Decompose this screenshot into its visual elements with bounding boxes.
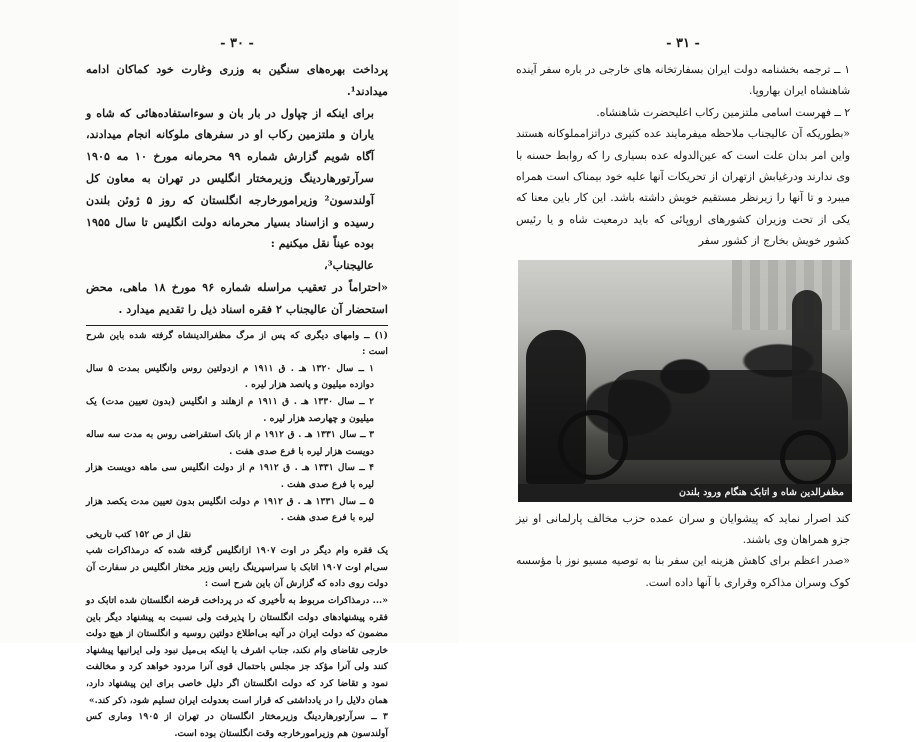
photo-figure-person <box>526 330 586 484</box>
photo-figure <box>516 260 852 502</box>
footnote: ۳ ــ سال ۱۳۳۱ هـ . ق ۱۹۱۲ م از بانک استقراضی روس به مدت سه ساله دویست هزار لیره با فرع صدی هفت . <box>86 429 374 457</box>
photo-wheel <box>780 430 836 484</box>
footnote: ۲ ــ سال ۱۳۳۰ هـ . ق ۱۹۱۱ م ازهلند و انگلیس (بدون تعیین مدت) یک میلیون و چهارصد هزار لیره . <box>86 395 374 424</box>
historical-photo <box>518 260 852 484</box>
salutation: عالیجناب³، <box>324 258 374 273</box>
body-paragraph: «صدر اعظم برای کاهش هزینه این سفر بنا به توصیه مسیو نوز با مؤسسه کوک وسران مذاکره وقراری با آنها داده است. <box>516 554 850 589</box>
right-page <box>458 0 916 643</box>
page-number: - ۳۰ - <box>220 36 254 51</box>
body-paragraph: «احتراماً در تعقیب مراسله شماره ۹۶ مورخ ۱۸ ماهی، محض استحضار آن عالیجناب ۲ فقره اسناد ذیل را تقدیم میدارد . <box>86 279 389 316</box>
footnote: ۵ ــ سال ۱۳۳۱ هـ . ق ۱۹۱۲ م دولت انگلیس بدون تعیین مدت یکصد هزار لیره با فرع صدی هفت . <box>86 495 374 524</box>
footnote: (۱) ــ وامهای دیگری که پس از مرگ مظفرالدینشاه گرفته شده باین شرح است : <box>86 329 388 358</box>
left-page <box>0 0 458 739</box>
body-paragraph: کند اصرار نماید که پیشوایان و سران عمده حزب مخالف پارلمانی او نیز جزو همراهان وی باشند. <box>516 511 850 547</box>
footnote-source: نقل از ص ۱۵۲ کتب تاریخی <box>86 528 192 540</box>
body-paragraph: پرداخت بهره‌های سنگین به وزری وغارت خود کماکان ادامه میدادند¹. <box>86 62 388 98</box>
footnote: «... درمذاکرات مربوط به تأخیری که در پرداخت قرضه انگلستان شده اتابک دو فقره پیشنهادهای دولت انگلستان را پذیرفت ولی نسبت به پیشنهاد دیگر باین مضمون که دولت ایران در آتیه بی‌اطلاع دولتین روسیه و انگلستان از هیچ دولت خارجی تقاضای وام نکند، جناب اشرف با اینکه بی‌میل نبود ولی ایرانیها پیشنهاد کنند ولی آنرا مؤکد جز مجلس باحتمال قوی آنرا مردود خواهد کرد و مخالفت نمود و تقاضا کرد که دولت انگلستان اگر دلیل خاصی برای این پیشنهاد دارد، همان دلایل را در یادداشتی که قرار است بعدولت ایران تسلیم شود، ذکر کند.» <box>86 595 388 706</box>
photo-figure-person <box>792 290 822 420</box>
footnote: ۴ ــ سال ۱۳۳۱ هـ . ق ۱۹۱۲ م از دولت انگلیس سی ماهه دویست هزار لیره با فرع صدی هفت . <box>86 462 374 490</box>
body-paragraph: «بطوریکه آن عالیجناب ملاحظه میفرمایند عده کثیری دراتزامملوکانه هستند واین امر بدان علت است که عین‌الدوله عده بسیاری را که روابط حسنه با وی ندارند ودرغیابش ازتهران از تحریکات آنها علیه خود بیمناک است همراه میبرد و تا آنها را زیرنظر مستقیم خویش داشته باشد. این کار باین معنا که یکی از تحت وزیران کشورهای اروپائی که باید درمعیت شاه و یا رئیس کشور خویش بخارج از کشور سفر <box>516 127 850 248</box>
footnote: ۳ ــ سرآرتورهاردینگ وزیرمختار انگلستان در تهران از ۱۹۰۵ وماری کس آولندسون هم وزیرامورخارجه وقت انگلستان بوده است. <box>86 711 388 739</box>
page-number: - ۳۱ - <box>666 36 700 51</box>
body-paragraph: برای اینکه از چپاول در بار بان و سوءاستفاده‌هائی که شاه و یاران و ملتزمین رکاب او در سفرهای ملوکانه انجام میدادند، آگاه شویم گزارش شماره ۹۹ محرمانه مورخ ۱۰ مه ۱۹۰۵ سرآرتورهاردینگ وزیرمختار انگلیس در تهران به معاون کل آولندسون² وزیرامورخارجه انگلستان که روز ۵ ژوئن بلندن رسیده و ازاسناد بسیار محرمانه دولت انگلیس تا سال ۱۹۵۵ بوده عیناً نقل میکنیم : <box>86 105 375 251</box>
photo-caption: مظفرالدین شاه و اتابک هنگام ورود بلندن <box>518 484 852 502</box>
body-paragraph: ۱ ــ ترجمه بخشنامه دولت ایران بسفارتخانه های خارجی در باره سفر آینده شاهنشاه ایران بهاروپا. <box>516 63 850 98</box>
body-paragraph: ۲ ــ فهرست اسامی ملتزمین رکاب اعلیحضرت شاهنشاه. <box>596 105 850 119</box>
footnote: ۱ ــ سال ۱۳۲۰ هـ . ق ۱۹۱۱ م ازدولتین روس وانگلیس بمدت ۵ سال دوازده میلیون و پانصد هزار لیره . <box>86 362 375 391</box>
footnote: یک فقره وام دیگر در اوت ۱۹۰۷ ازانگلیس گرفته شده که درمذاکرات شب سی‌ام اوت ۱۹۰۷ اتابک با سراسپرینگ رایس وزیر مختار انگلیس در سفارت آن دولت روی داده که گزارش آن باین شرح است : <box>86 545 388 590</box>
footnote-divider <box>86 325 388 326</box>
